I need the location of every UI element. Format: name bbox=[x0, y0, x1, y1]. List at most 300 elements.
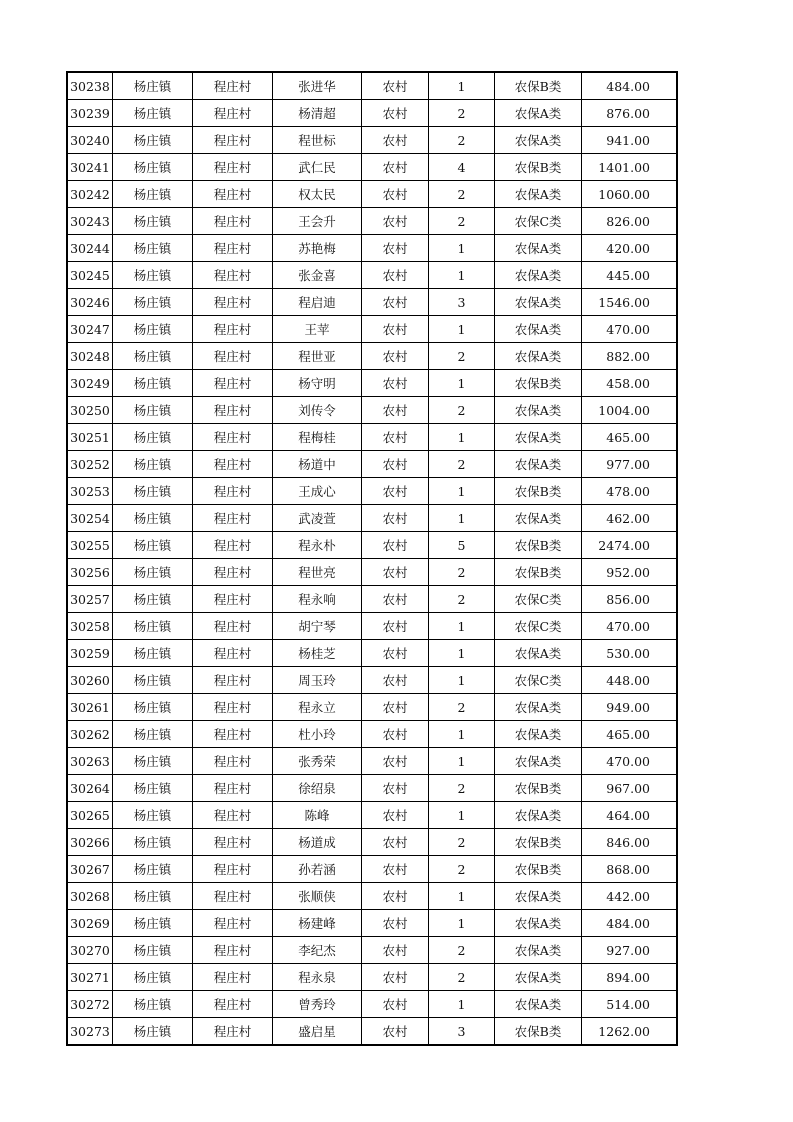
cell-village: 程庄村 bbox=[193, 343, 273, 370]
cell-village: 程庄村 bbox=[193, 613, 273, 640]
cell-area: 农村 bbox=[362, 343, 429, 370]
records-table bbox=[67, 72, 677, 1045]
cell-town: 杨庄镇 bbox=[113, 181, 193, 208]
cell-count: 2 bbox=[429, 775, 495, 802]
cell-count: 2 bbox=[429, 964, 495, 991]
cell-town: 杨庄镇 bbox=[113, 100, 193, 127]
cell-amount: 1262.00 bbox=[582, 1018, 677, 1045]
cell-id: 30262 bbox=[68, 721, 113, 748]
cell-village: 程庄村 bbox=[193, 937, 273, 964]
cell-id: 30246 bbox=[68, 289, 113, 316]
cell-count: 2 bbox=[429, 181, 495, 208]
cell-town: 杨庄镇 bbox=[113, 937, 193, 964]
cell-count: 2 bbox=[429, 586, 495, 613]
cell-count: 1 bbox=[429, 640, 495, 667]
cell-name: 杨建峰 bbox=[273, 910, 362, 937]
table-row bbox=[68, 208, 677, 235]
table-row bbox=[68, 559, 677, 586]
cell-category: 农保A类 bbox=[495, 100, 582, 127]
table-row bbox=[68, 154, 677, 181]
cell-count: 2 bbox=[429, 397, 495, 424]
cell-id: 30240 bbox=[68, 127, 113, 154]
cell-area: 农村 bbox=[362, 694, 429, 721]
cell-count: 3 bbox=[429, 289, 495, 316]
cell-id: 30259 bbox=[68, 640, 113, 667]
cell-village: 程庄村 bbox=[193, 370, 273, 397]
cell-category: 农保B类 bbox=[495, 775, 582, 802]
cell-town: 杨庄镇 bbox=[113, 883, 193, 910]
cell-town: 杨庄镇 bbox=[113, 667, 193, 694]
cell-id: 30264 bbox=[68, 775, 113, 802]
table-row bbox=[68, 181, 677, 208]
cell-village: 程庄村 bbox=[193, 289, 273, 316]
cell-id: 30258 bbox=[68, 613, 113, 640]
cell-town: 杨庄镇 bbox=[113, 316, 193, 343]
cell-area: 农村 bbox=[362, 532, 429, 559]
cell-category: 农保B类 bbox=[495, 559, 582, 586]
cell-category: 农保B类 bbox=[495, 1018, 582, 1045]
cell-town: 杨庄镇 bbox=[113, 721, 193, 748]
cell-area: 农村 bbox=[362, 829, 429, 856]
cell-amount: 876.00 bbox=[582, 100, 677, 127]
cell-id: 30271 bbox=[68, 964, 113, 991]
cell-name: 张秀荣 bbox=[273, 748, 362, 775]
cell-category: 农保B类 bbox=[495, 154, 582, 181]
table-row bbox=[68, 829, 677, 856]
cell-name: 程永响 bbox=[273, 586, 362, 613]
cell-name: 周玉玲 bbox=[273, 667, 362, 694]
cell-town: 杨庄镇 bbox=[113, 424, 193, 451]
cell-name: 张金喜 bbox=[273, 262, 362, 289]
cell-amount: 949.00 bbox=[582, 694, 677, 721]
cell-town: 杨庄镇 bbox=[113, 451, 193, 478]
cell-amount: 420.00 bbox=[582, 235, 677, 262]
cell-id: 30267 bbox=[68, 856, 113, 883]
cell-category: 农保A类 bbox=[495, 883, 582, 910]
cell-count: 2 bbox=[429, 343, 495, 370]
cell-amount: 868.00 bbox=[582, 856, 677, 883]
cell-category: 农保C类 bbox=[495, 208, 582, 235]
table-row bbox=[68, 343, 677, 370]
cell-category: 农保A类 bbox=[495, 694, 582, 721]
cell-id: 30250 bbox=[68, 397, 113, 424]
cell-area: 农村 bbox=[362, 613, 429, 640]
cell-count: 2 bbox=[429, 856, 495, 883]
cell-village: 程庄村 bbox=[193, 559, 273, 586]
cell-category: 农保C类 bbox=[495, 613, 582, 640]
cell-name: 程世亮 bbox=[273, 559, 362, 586]
cell-area: 农村 bbox=[362, 235, 429, 262]
cell-id: 30270 bbox=[68, 937, 113, 964]
cell-village: 程庄村 bbox=[193, 532, 273, 559]
cell-amount: 856.00 bbox=[582, 586, 677, 613]
cell-amount: 977.00 bbox=[582, 451, 677, 478]
cell-town: 杨庄镇 bbox=[113, 478, 193, 505]
cell-area: 农村 bbox=[362, 181, 429, 208]
cell-amount: 826.00 bbox=[582, 208, 677, 235]
cell-name: 武仁民 bbox=[273, 154, 362, 181]
cell-area: 农村 bbox=[362, 208, 429, 235]
cell-area: 农村 bbox=[362, 505, 429, 532]
table-row bbox=[68, 775, 677, 802]
cell-town: 杨庄镇 bbox=[113, 586, 193, 613]
cell-area: 农村 bbox=[362, 478, 429, 505]
cell-id: 30269 bbox=[68, 910, 113, 937]
cell-amount: 882.00 bbox=[582, 343, 677, 370]
cell-name: 程永朴 bbox=[273, 532, 362, 559]
cell-category: 农保A类 bbox=[495, 181, 582, 208]
cell-name: 刘传令 bbox=[273, 397, 362, 424]
cell-category: 农保B类 bbox=[495, 829, 582, 856]
cell-id: 30266 bbox=[68, 829, 113, 856]
cell-id: 30242 bbox=[68, 181, 113, 208]
table-row bbox=[68, 289, 677, 316]
cell-town: 杨庄镇 bbox=[113, 910, 193, 937]
cell-area: 农村 bbox=[362, 721, 429, 748]
cell-count: 1 bbox=[429, 424, 495, 451]
cell-area: 农村 bbox=[362, 586, 429, 613]
table-row bbox=[68, 856, 677, 883]
cell-area: 农村 bbox=[362, 748, 429, 775]
cell-town: 杨庄镇 bbox=[113, 505, 193, 532]
cell-count: 1 bbox=[429, 748, 495, 775]
cell-category: 农保B类 bbox=[495, 856, 582, 883]
cell-count: 2 bbox=[429, 127, 495, 154]
table-row bbox=[68, 370, 677, 397]
cell-name: 程永立 bbox=[273, 694, 362, 721]
cell-category: 农保B类 bbox=[495, 370, 582, 397]
records-table-body bbox=[68, 73, 677, 1045]
cell-area: 农村 bbox=[362, 559, 429, 586]
cell-village: 程庄村 bbox=[193, 100, 273, 127]
cell-category: 农保A类 bbox=[495, 721, 582, 748]
cell-count: 4 bbox=[429, 154, 495, 181]
cell-village: 程庄村 bbox=[193, 181, 273, 208]
cell-village: 程庄村 bbox=[193, 235, 273, 262]
cell-name: 张进华 bbox=[273, 73, 362, 100]
table-row bbox=[68, 316, 677, 343]
cell-town: 杨庄镇 bbox=[113, 73, 193, 100]
cell-village: 程庄村 bbox=[193, 505, 273, 532]
cell-id: 30243 bbox=[68, 208, 113, 235]
cell-name: 盛启星 bbox=[273, 1018, 362, 1045]
cell-amount: 927.00 bbox=[582, 937, 677, 964]
cell-category: 农保A类 bbox=[495, 127, 582, 154]
cell-name: 王苹 bbox=[273, 316, 362, 343]
cell-category: 农保A类 bbox=[495, 343, 582, 370]
cell-name: 李纪杰 bbox=[273, 937, 362, 964]
cell-town: 杨庄镇 bbox=[113, 802, 193, 829]
cell-name: 苏艳梅 bbox=[273, 235, 362, 262]
cell-id: 30257 bbox=[68, 586, 113, 613]
cell-area: 农村 bbox=[362, 100, 429, 127]
cell-area: 农村 bbox=[362, 424, 429, 451]
cell-village: 程庄村 bbox=[193, 640, 273, 667]
cell-id: 30268 bbox=[68, 883, 113, 910]
cell-town: 杨庄镇 bbox=[113, 127, 193, 154]
table-row bbox=[68, 991, 677, 1018]
cell-category: 农保A类 bbox=[495, 316, 582, 343]
cell-village: 程庄村 bbox=[193, 856, 273, 883]
cell-name: 权太民 bbox=[273, 181, 362, 208]
cell-category: 农保B类 bbox=[495, 478, 582, 505]
cell-name: 程世标 bbox=[273, 127, 362, 154]
cell-count: 3 bbox=[429, 1018, 495, 1045]
cell-category: 农保A类 bbox=[495, 235, 582, 262]
cell-area: 农村 bbox=[362, 964, 429, 991]
cell-town: 杨庄镇 bbox=[113, 829, 193, 856]
table-row bbox=[68, 640, 677, 667]
cell-area: 农村 bbox=[362, 910, 429, 937]
cell-name: 杨清超 bbox=[273, 100, 362, 127]
cell-name: 程梅桂 bbox=[273, 424, 362, 451]
cell-amount: 462.00 bbox=[582, 505, 677, 532]
cell-town: 杨庄镇 bbox=[113, 343, 193, 370]
cell-village: 程庄村 bbox=[193, 991, 273, 1018]
cell-id: 30252 bbox=[68, 451, 113, 478]
cell-count: 1 bbox=[429, 73, 495, 100]
cell-amount: 967.00 bbox=[582, 775, 677, 802]
cell-amount: 941.00 bbox=[582, 127, 677, 154]
cell-category: 农保C类 bbox=[495, 586, 582, 613]
cell-town: 杨庄镇 bbox=[113, 397, 193, 424]
cell-category: 农保A类 bbox=[495, 910, 582, 937]
cell-area: 农村 bbox=[362, 397, 429, 424]
cell-amount: 2474.00 bbox=[582, 532, 677, 559]
cell-amount: 1004.00 bbox=[582, 397, 677, 424]
table-row bbox=[68, 478, 677, 505]
cell-village: 程庄村 bbox=[193, 964, 273, 991]
table-row bbox=[68, 127, 677, 154]
cell-count: 2 bbox=[429, 559, 495, 586]
cell-count: 1 bbox=[429, 910, 495, 937]
cell-area: 农村 bbox=[362, 991, 429, 1018]
cell-amount: 448.00 bbox=[582, 667, 677, 694]
cell-area: 农村 bbox=[362, 262, 429, 289]
cell-count: 2 bbox=[429, 208, 495, 235]
cell-count: 2 bbox=[429, 937, 495, 964]
cell-amount: 458.00 bbox=[582, 370, 677, 397]
table-row bbox=[68, 100, 677, 127]
cell-category: 农保A类 bbox=[495, 991, 582, 1018]
cell-category: 农保A类 bbox=[495, 748, 582, 775]
cell-village: 程庄村 bbox=[193, 127, 273, 154]
cell-amount: 514.00 bbox=[582, 991, 677, 1018]
cell-id: 30249 bbox=[68, 370, 113, 397]
table-row bbox=[68, 586, 677, 613]
cell-count: 1 bbox=[429, 370, 495, 397]
table-row bbox=[68, 1018, 677, 1045]
cell-name: 胡宁琴 bbox=[273, 613, 362, 640]
cell-category: 农保A类 bbox=[495, 964, 582, 991]
cell-town: 杨庄镇 bbox=[113, 559, 193, 586]
cell-village: 程庄村 bbox=[193, 397, 273, 424]
table-row bbox=[68, 73, 677, 100]
cell-count: 1 bbox=[429, 613, 495, 640]
cell-category: 农保B类 bbox=[495, 73, 582, 100]
table-row bbox=[68, 883, 677, 910]
cell-area: 农村 bbox=[362, 154, 429, 181]
cell-name: 程启迪 bbox=[273, 289, 362, 316]
table-row bbox=[68, 748, 677, 775]
cell-town: 杨庄镇 bbox=[113, 856, 193, 883]
cell-village: 程庄村 bbox=[193, 721, 273, 748]
cell-village: 程庄村 bbox=[193, 586, 273, 613]
cell-id: 30251 bbox=[68, 424, 113, 451]
cell-amount: 484.00 bbox=[582, 910, 677, 937]
cell-id: 30265 bbox=[68, 802, 113, 829]
cell-area: 农村 bbox=[362, 667, 429, 694]
cell-village: 程庄村 bbox=[193, 478, 273, 505]
cell-amount: 470.00 bbox=[582, 316, 677, 343]
cell-town: 杨庄镇 bbox=[113, 991, 193, 1018]
cell-village: 程庄村 bbox=[193, 775, 273, 802]
table-row bbox=[68, 802, 677, 829]
cell-id: 30244 bbox=[68, 235, 113, 262]
cell-name: 程永泉 bbox=[273, 964, 362, 991]
cell-name: 杨道中 bbox=[273, 451, 362, 478]
cell-amount: 465.00 bbox=[582, 424, 677, 451]
cell-amount: 952.00 bbox=[582, 559, 677, 586]
cell-count: 2 bbox=[429, 829, 495, 856]
cell-amount: 470.00 bbox=[582, 748, 677, 775]
cell-category: 农保A类 bbox=[495, 802, 582, 829]
cell-town: 杨庄镇 bbox=[113, 1018, 193, 1045]
cell-name: 张顺侠 bbox=[273, 883, 362, 910]
cell-count: 1 bbox=[429, 262, 495, 289]
cell-count: 1 bbox=[429, 802, 495, 829]
cell-name: 曾秀玲 bbox=[273, 991, 362, 1018]
cell-village: 程庄村 bbox=[193, 829, 273, 856]
cell-area: 农村 bbox=[362, 451, 429, 478]
table-row bbox=[68, 397, 677, 424]
cell-id: 30247 bbox=[68, 316, 113, 343]
cell-id: 30254 bbox=[68, 505, 113, 532]
cell-area: 农村 bbox=[362, 127, 429, 154]
cell-amount: 484.00 bbox=[582, 73, 677, 100]
cell-count: 1 bbox=[429, 991, 495, 1018]
cell-name: 徐绍泉 bbox=[273, 775, 362, 802]
table-row bbox=[68, 910, 677, 937]
cell-category: 农保B类 bbox=[495, 532, 582, 559]
cell-area: 农村 bbox=[362, 883, 429, 910]
cell-village: 程庄村 bbox=[193, 208, 273, 235]
cell-id: 30273 bbox=[68, 1018, 113, 1045]
cell-town: 杨庄镇 bbox=[113, 154, 193, 181]
cell-name: 程世亚 bbox=[273, 343, 362, 370]
cell-id: 30253 bbox=[68, 478, 113, 505]
cell-area: 农村 bbox=[362, 370, 429, 397]
cell-category: 农保A类 bbox=[495, 505, 582, 532]
cell-category: 农保C类 bbox=[495, 667, 582, 694]
cell-area: 农村 bbox=[362, 802, 429, 829]
cell-town: 杨庄镇 bbox=[113, 262, 193, 289]
cell-town: 杨庄镇 bbox=[113, 613, 193, 640]
cell-town: 杨庄镇 bbox=[113, 964, 193, 991]
cell-count: 1 bbox=[429, 883, 495, 910]
table-row bbox=[68, 505, 677, 532]
cell-amount: 442.00 bbox=[582, 883, 677, 910]
cell-town: 杨庄镇 bbox=[113, 640, 193, 667]
cell-area: 农村 bbox=[362, 73, 429, 100]
cell-village: 程庄村 bbox=[193, 1018, 273, 1045]
cell-amount: 530.00 bbox=[582, 640, 677, 667]
cell-amount: 1060.00 bbox=[582, 181, 677, 208]
cell-amount: 1401.00 bbox=[582, 154, 677, 181]
cell-id: 30238 bbox=[68, 73, 113, 100]
table-row bbox=[68, 262, 677, 289]
cell-area: 农村 bbox=[362, 316, 429, 343]
table-row bbox=[68, 667, 677, 694]
cell-id: 30245 bbox=[68, 262, 113, 289]
cell-town: 杨庄镇 bbox=[113, 532, 193, 559]
cell-town: 杨庄镇 bbox=[113, 775, 193, 802]
cell-count: 1 bbox=[429, 316, 495, 343]
cell-category: 农保A类 bbox=[495, 262, 582, 289]
cell-count: 2 bbox=[429, 451, 495, 478]
cell-amount: 470.00 bbox=[582, 613, 677, 640]
cell-id: 30261 bbox=[68, 694, 113, 721]
table-row bbox=[68, 721, 677, 748]
cell-amount: 894.00 bbox=[582, 964, 677, 991]
cell-amount: 445.00 bbox=[582, 262, 677, 289]
table-row bbox=[68, 532, 677, 559]
cell-category: 农保A类 bbox=[495, 424, 582, 451]
cell-village: 程庄村 bbox=[193, 910, 273, 937]
cell-amount: 464.00 bbox=[582, 802, 677, 829]
table-row bbox=[68, 424, 677, 451]
cell-count: 5 bbox=[429, 532, 495, 559]
cell-id: 30241 bbox=[68, 154, 113, 181]
cell-count: 1 bbox=[429, 235, 495, 262]
cell-area: 农村 bbox=[362, 1018, 429, 1045]
cell-id: 30256 bbox=[68, 559, 113, 586]
table-row bbox=[68, 937, 677, 964]
cell-village: 程庄村 bbox=[193, 451, 273, 478]
cell-village: 程庄村 bbox=[193, 883, 273, 910]
cell-count: 1 bbox=[429, 505, 495, 532]
cell-name: 陈峰 bbox=[273, 802, 362, 829]
cell-village: 程庄村 bbox=[193, 667, 273, 694]
cell-village: 程庄村 bbox=[193, 694, 273, 721]
cell-town: 杨庄镇 bbox=[113, 694, 193, 721]
cell-id: 30248 bbox=[68, 343, 113, 370]
cell-amount: 465.00 bbox=[582, 721, 677, 748]
cell-count: 2 bbox=[429, 100, 495, 127]
cell-name: 武凌萱 bbox=[273, 505, 362, 532]
table-row bbox=[68, 613, 677, 640]
cell-area: 农村 bbox=[362, 937, 429, 964]
cell-area: 农村 bbox=[362, 289, 429, 316]
cell-category: 农保A类 bbox=[495, 451, 582, 478]
cell-category: 农保A类 bbox=[495, 289, 582, 316]
table-row bbox=[68, 235, 677, 262]
cell-id: 30263 bbox=[68, 748, 113, 775]
cell-name: 王会升 bbox=[273, 208, 362, 235]
cell-name: 孙若涵 bbox=[273, 856, 362, 883]
cell-village: 程庄村 bbox=[193, 424, 273, 451]
cell-count: 2 bbox=[429, 694, 495, 721]
cell-name: 杨道成 bbox=[273, 829, 362, 856]
cell-category: 农保A类 bbox=[495, 640, 582, 667]
table-row bbox=[68, 451, 677, 478]
cell-amount: 478.00 bbox=[582, 478, 677, 505]
cell-id: 30255 bbox=[68, 532, 113, 559]
cell-town: 杨庄镇 bbox=[113, 370, 193, 397]
cell-town: 杨庄镇 bbox=[113, 748, 193, 775]
cell-amount: 846.00 bbox=[582, 829, 677, 856]
cell-village: 程庄村 bbox=[193, 154, 273, 181]
